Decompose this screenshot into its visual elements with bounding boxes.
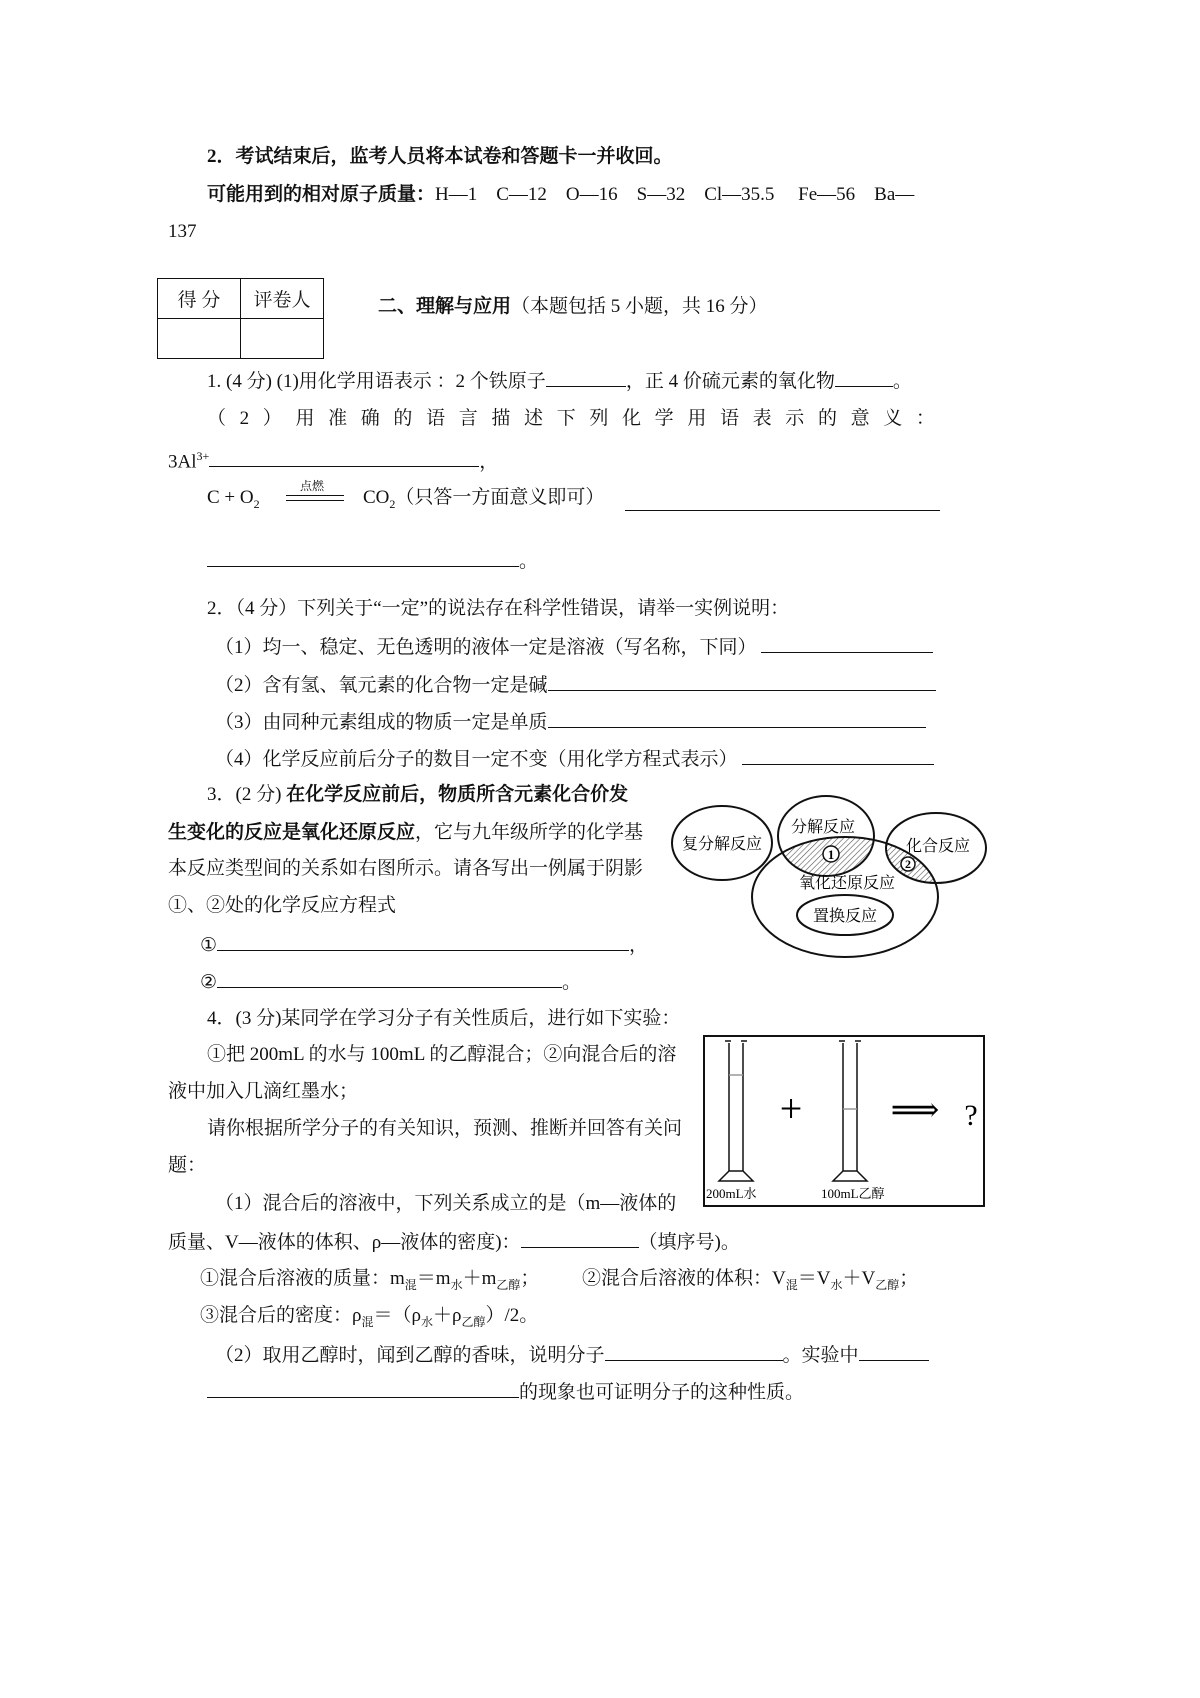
- q1-line2-char: ：: [915, 408, 935, 429]
- atomic-mass-label: 可能用到的相对原子质量：: [207, 184, 436, 205]
- answer-marker: ②: [200, 972, 218, 993]
- sub: 乙醇: [875, 1277, 900, 1292]
- marker-1: 1: [827, 847, 835, 862]
- cylinder-ethanol-icon: [833, 1041, 867, 1181]
- q2-item-text: （3）由同种元素组成的物质一定是单质: [215, 712, 548, 733]
- cylinder-water-icon: [719, 1041, 753, 1181]
- q2-item-text: （4）化学反应前后分子的数目一定不变（用化学方程式表示）: [215, 749, 738, 770]
- arrow-icon: ⟹: [890, 1092, 940, 1129]
- answer-blank-sulfur-oxide[interactable]: [835, 368, 893, 387]
- reaction-condition: 点燃: [300, 479, 325, 493]
- q1-equation: [207, 486, 260, 516]
- score-table: [157, 278, 324, 359]
- q3-text: ，它与九年级所学的化学基: [415, 822, 644, 843]
- score-header: 得 分: [158, 279, 241, 319]
- answer-blank[interactable]: [548, 672, 936, 691]
- q1-line2-char: 语: [719, 408, 739, 429]
- q1-equation-product: [363, 486, 604, 516]
- q1-line2-char: 意: [850, 408, 870, 429]
- opt-text: ＋m: [462, 1268, 497, 1289]
- opt-text: ）/2。: [485, 1305, 539, 1326]
- opt-text: ；: [520, 1268, 540, 1289]
- q1-text-b: ，正 4 价硫元素的氧化物: [625, 371, 835, 392]
- label-double-decomposition: 复分解反应: [681, 836, 763, 853]
- o2-subscript: 2: [253, 496, 260, 511]
- label-decomposition: 分解反应: [790, 819, 856, 836]
- q1-line2-char: 的: [393, 408, 413, 429]
- cylinder-figure: [703, 1035, 985, 1207]
- q4-ask1: 请你根据所学分子的有关知识，预测、推断并回答有关问: [207, 1118, 683, 1139]
- q1-line2-char: 言: [458, 408, 478, 429]
- q1-line2-char: 学: [654, 408, 674, 429]
- q4-exp1: ①把 200mL 的水与 100mL 的乙醇混合；②向混合后的溶: [207, 1044, 677, 1065]
- co2-subscript: 2: [389, 496, 396, 511]
- q1-line2-char: 下: [556, 408, 576, 429]
- answer-blank[interactable]: [605, 1342, 783, 1361]
- opt-text: ＝（ρ: [373, 1305, 421, 1326]
- q1-text-c: 。: [892, 371, 912, 392]
- equation-reactants: C + O: [207, 487, 254, 508]
- opt-text: ＋ρ: [433, 1305, 462, 1326]
- grader-header: 评卷人: [241, 279, 324, 319]
- opt-text: ③混合后的密度：ρ: [200, 1305, 362, 1326]
- q1-line2: [207, 407, 935, 431]
- q1-line2-char: 列: [589, 408, 609, 429]
- q2-item-2: [215, 672, 936, 698]
- atomic-mass-line: [207, 183, 914, 207]
- sub: 乙醇: [496, 1277, 521, 1292]
- opt-text: ①混合后溶液的质量：m: [200, 1268, 405, 1289]
- q4-p2c: [207, 1379, 804, 1405]
- q3-line3: 本反应类型间的关系如右图所示。请各写出一例属于阴影: [168, 858, 644, 879]
- q3-bold-text: 在化学反应前后，物质所含元素化合价发: [286, 784, 629, 805]
- atomic-mass-wrap: 137: [168, 221, 197, 242]
- sub: 混: [785, 1277, 798, 1292]
- q1-line2-char: 述: [524, 408, 544, 429]
- answer-blank[interactable]: [217, 969, 562, 988]
- grader-cell[interactable]: [241, 319, 324, 359]
- q4-text: （2）取用乙醇时，闻到乙醇的香味，说明分子: [215, 1345, 605, 1366]
- score-cell[interactable]: [158, 319, 241, 359]
- answer-blank-al-ion[interactable]: [209, 448, 479, 467]
- q4-option-1: [200, 1267, 539, 1297]
- q2-item-4: [215, 746, 934, 772]
- q3-line4: ①、②处的化学反应方程式: [168, 895, 397, 916]
- q1-line2-char: 准: [328, 408, 348, 429]
- q2-item-3: [215, 709, 926, 735]
- q1-line2-char: 表: [752, 408, 772, 429]
- label-combination: 化合反应: [905, 838, 971, 855]
- q4-text: 质量、V—液体的体积、ρ—液体的密度)：: [168, 1232, 521, 1253]
- q4-p1a: （1）混合后的溶液中，下列关系成立的是（m—液体的: [215, 1193, 677, 1214]
- answer-blank[interactable]: [548, 709, 926, 728]
- q1-line2-char: 化: [622, 408, 642, 429]
- q4-p1b: [168, 1229, 740, 1255]
- marker-2: 2: [905, 857, 911, 871]
- sub: 水: [830, 1277, 843, 1292]
- q4-ask2: 题：: [168, 1155, 207, 1176]
- q3-prefix: 3．(2 分): [207, 784, 287, 805]
- al-ion-charge: 3+: [196, 449, 210, 463]
- answer-blank[interactable]: [742, 746, 934, 765]
- equation-product: CO: [363, 487, 390, 508]
- equation-note: （只答一方面意义即可）: [395, 487, 605, 508]
- section-heading: [378, 295, 768, 319]
- q4-exp2: 液中加入几滴红墨水；: [168, 1081, 359, 1102]
- section-info: （本题包括 5 小题，共 16 分）: [511, 296, 768, 317]
- q1-line2-char: 2: [239, 408, 250, 429]
- q1-line2-char: 的: [817, 408, 837, 429]
- q1-line2-char: ）: [262, 408, 282, 429]
- answer-blank-iron-atoms[interactable]: [546, 368, 626, 387]
- q1-line2-char: 确: [360, 408, 380, 429]
- q4-title: 4．(3 分)某同学在学习分子有关性质后，进行如下实验：: [207, 1008, 681, 1029]
- opt-text: ＝m: [416, 1268, 451, 1289]
- al-ion-symbol: 3Al: [168, 451, 197, 473]
- question-mark: ?: [964, 1099, 978, 1132]
- answer-blank-equation-2[interactable]: [207, 548, 519, 567]
- atomic-mass-values: H—1 C—12 O—16 S—32 Cl—35.5 Fe—56 Ba—: [435, 184, 915, 205]
- q3-bold-text: 生变化的反应是氧化还原反应: [168, 822, 416, 843]
- answer-blank-equation-1[interactable]: [625, 492, 940, 511]
- punct: ，: [629, 935, 649, 956]
- q4-text: 。实验中: [782, 1345, 859, 1366]
- q1-line2-char: 示: [785, 408, 805, 429]
- answer-blank[interactable]: [521, 1229, 639, 1248]
- label-redox: 氧化还原反应: [798, 875, 896, 892]
- opt-text: ＝V: [797, 1268, 831, 1289]
- label-ethanol: 100mL乙醇: [821, 1186, 885, 1201]
- q2-title: 2．（4 分）下列关于“一定”的说法存在科学性错误，请举一实例说明：: [207, 598, 790, 619]
- opt-text: ＋V: [842, 1268, 876, 1289]
- punct: 。: [562, 972, 582, 993]
- answer-blank[interactable]: [207, 1379, 519, 1398]
- q2-item-1: [215, 634, 933, 660]
- q1-line2-char: 用: [687, 408, 707, 429]
- opt-text: ②混合后溶液的体积：V: [582, 1268, 786, 1289]
- answer-blank[interactable]: [217, 932, 629, 951]
- q1-al-line: [168, 444, 498, 474]
- label-water: 200mL水: [706, 1186, 757, 1201]
- plus-sign: +: [779, 1086, 803, 1131]
- answer-marker: ①: [200, 935, 218, 956]
- sub: 水: [420, 1314, 433, 1329]
- q3-answer-2: [200, 969, 581, 995]
- section-title: 二、理解与应用: [378, 296, 512, 317]
- label-displacement: 置换反应: [812, 908, 878, 925]
- q1-answer-line2: [207, 548, 538, 574]
- q4-option-3: [200, 1304, 538, 1334]
- q3-line1: [207, 783, 628, 807]
- q1-text-a: 1. (4 分) (1)用化学用语表示 ：2 个铁原子: [207, 371, 546, 392]
- exam-note-2: 2．考试结束后，监考人员将本试卷和答题卡一并收回。: [207, 146, 673, 167]
- sub: 乙醇: [461, 1314, 486, 1329]
- q1-line2-char: （: [207, 408, 227, 429]
- q1-line2-char: 用: [295, 408, 315, 429]
- q1-line2-char: 描: [491, 408, 511, 429]
- q3-line2: [168, 821, 643, 845]
- q2-item-text: （2）含有氢、氧元素的化合物一定是碱: [215, 675, 548, 696]
- sub: 混: [404, 1277, 417, 1292]
- opt-text: ；: [899, 1268, 919, 1289]
- q1-comma: ，: [479, 451, 499, 473]
- answer-blank[interactable]: [761, 634, 933, 653]
- q3-answer-1: [200, 932, 648, 958]
- equation-equals-sign: [286, 495, 344, 501]
- q1-line2-char: 语: [426, 408, 446, 429]
- q1-line2-char: 义: [883, 408, 903, 429]
- q4-text: （填序号)。: [638, 1232, 740, 1253]
- sub: 水: [450, 1277, 463, 1292]
- q2-item-text: （1）均一、稳定、无色透明的液体一定是溶液（写名称，下同）: [215, 637, 757, 658]
- q1-end: 。: [519, 551, 539, 572]
- q1-line1: [207, 368, 912, 394]
- q4-p2: [215, 1342, 929, 1368]
- q4-option-2: [582, 1267, 918, 1297]
- reaction-type-diagram: [665, 790, 971, 960]
- answer-blank[interactable]: [859, 1342, 929, 1361]
- sub: 混: [361, 1314, 374, 1329]
- q4-text: 的现象也可证明分子的这种性质。: [519, 1382, 805, 1403]
